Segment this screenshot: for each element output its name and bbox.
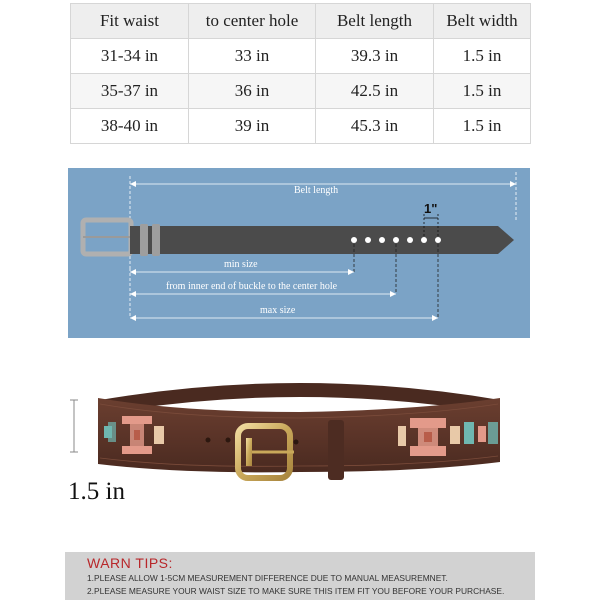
table-row: [71, 39, 531, 74]
belt-length-label: Belt length: [294, 185, 339, 196]
measurement-diagram: [68, 168, 530, 338]
cell-to-center-hole: 36 in: [189, 74, 316, 109]
belt-strap: [130, 226, 514, 254]
buckle-icon: [83, 220, 131, 254]
cell-fit-waist: 38-40 in: [71, 109, 189, 144]
center-hole-label: from inner end of buckle to the center hole: [166, 281, 338, 292]
cell-to-center-hole: 33 in: [189, 39, 316, 74]
min-size-label: min size: [224, 259, 258, 270]
table-row: [71, 74, 531, 109]
cell-belt-length: 45.3 in: [316, 109, 434, 144]
cell-belt-width: 1.5 in: [434, 39, 531, 74]
table-row: [71, 109, 531, 144]
cell-belt-length: 42.5 in: [316, 74, 434, 109]
size-chart-table: [70, 3, 531, 144]
cell-fit-waist: 31-34 in: [71, 39, 189, 74]
hole-spacing-label: 1": [424, 201, 438, 216]
size-chart-header-row: [71, 4, 531, 39]
header-to-center-hole: to center hole: [189, 4, 316, 39]
cell-belt-width: 1.5 in: [434, 74, 531, 109]
belt-width-indicator: [70, 400, 78, 452]
max-size-label: max size: [260, 305, 296, 316]
cell-belt-length: 39.3 in: [316, 39, 434, 74]
warn-tip-line: 2.PLEASE MEASURE YOUR WAIST SIZE TO MAKE SURE THIS ITEM FIT YOU BEFORE YOUR PURCHASE.: [87, 586, 505, 596]
warn-tips-title: WARN TIPS:: [87, 555, 173, 571]
belt-keeper-icon: [328, 420, 344, 480]
cell-fit-waist: 35-37 in: [71, 74, 189, 109]
warn-tips-box: [65, 552, 535, 600]
cell-belt-width: 1.5 in: [434, 109, 531, 144]
belt-width-label: 1.5 in: [68, 478, 125, 505]
belt-product-photo: [60, 360, 540, 510]
header-fit-waist: Fit waist: [71, 4, 189, 39]
cell-to-center-hole: 39 in: [189, 109, 316, 144]
header-belt-length: Belt length: [316, 4, 434, 39]
warn-tip-line: 1.PLEASE ALLOW 1-5CM MEASUREMENT DIFFERENCE DUE TO MANUAL MEASUREMNET.: [87, 573, 448, 583]
header-belt-width: Belt width: [434, 4, 531, 39]
